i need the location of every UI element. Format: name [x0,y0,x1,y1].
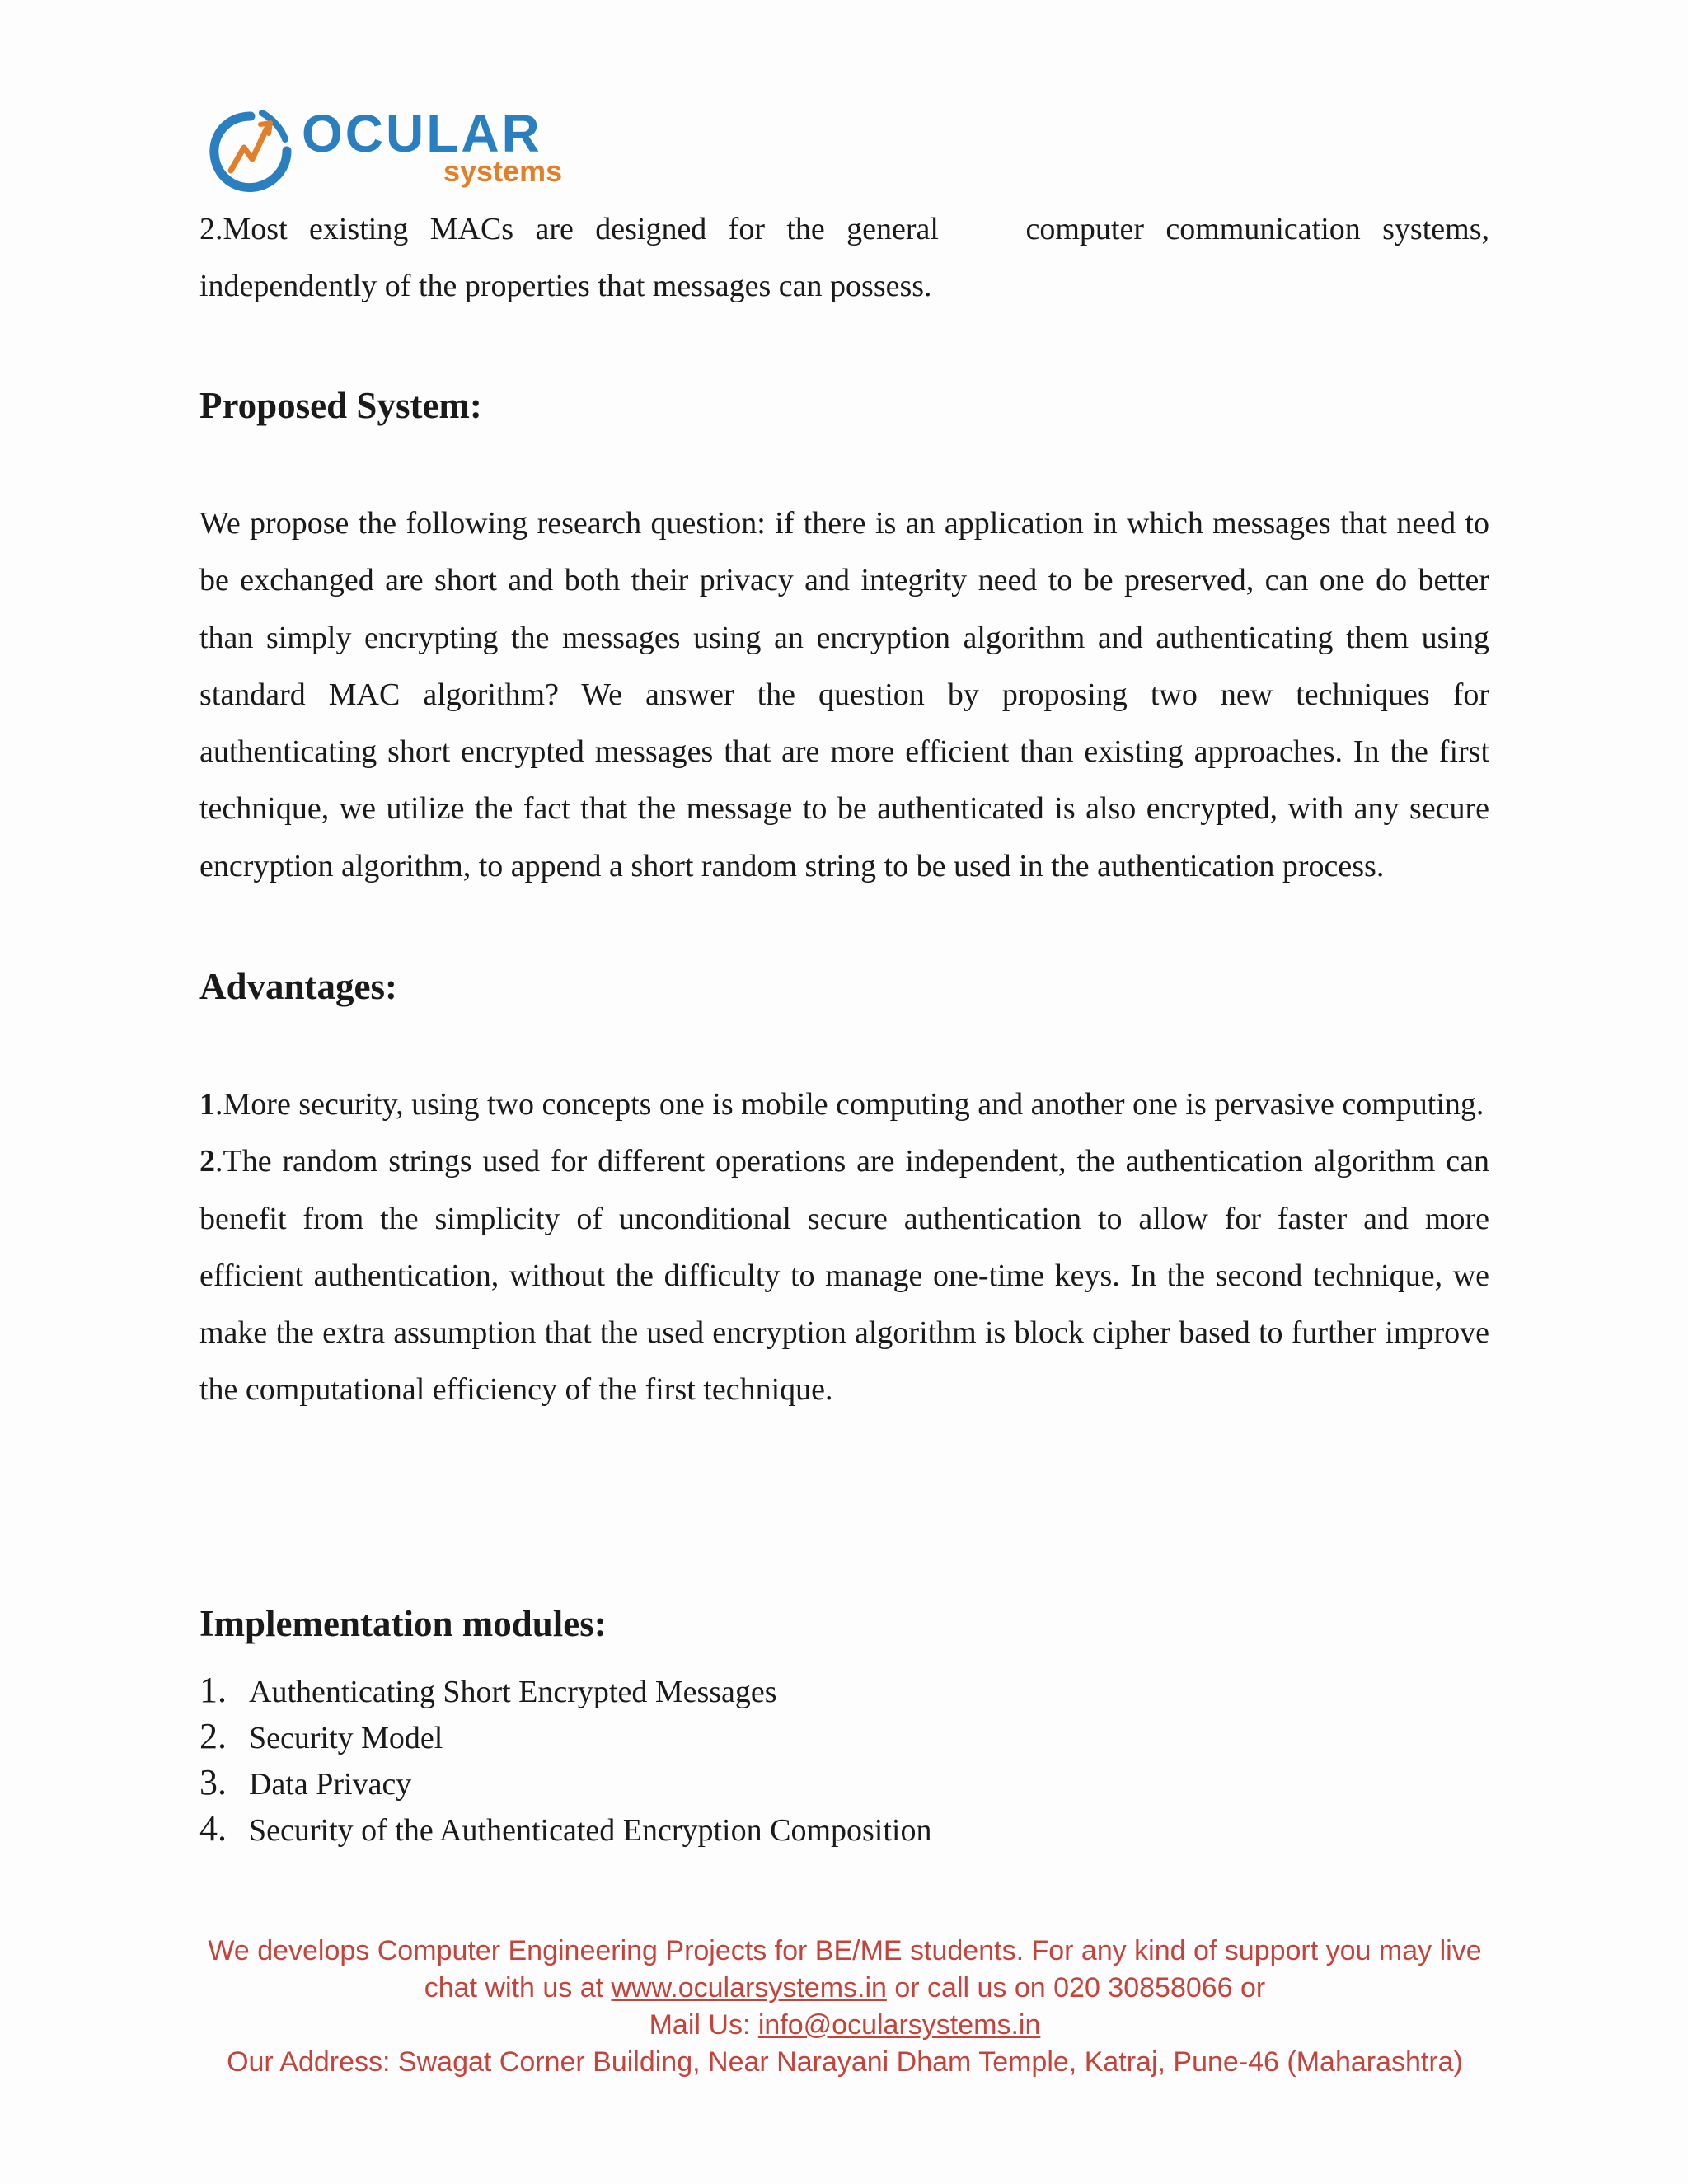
modules-heading-block [199,1599,1489,1648]
advantages-heading: Advantages: [199,966,398,1007]
page-footer [165,1933,1525,2081]
list-number: 4. [199,1808,227,1849]
ocular-systems-logo [204,103,567,202]
implementation-modules-heading: Implementation modules: [199,1603,607,1644]
advantage-text: .The random strings used for different operations are independent, the authentication algorithm can benefit from the simplicity of unconditional secure authentication to allow for faster and more efficient authentication, without the difficulty to manage one-time keys. In the second technique, we make the extra assumption that the used encryption algorithm is block cipher based to further improve the computational efficiency of the first technique. [199,1144,1489,1408]
advantage-number: 1 [199,1087,215,1122]
email-link[interactable]: info@ocularsystems.in [757,2009,1041,2041]
advantage-text: .More security, using two concepts one is mobile computing and another one is pervasive computing. [215,1087,1484,1122]
footer-call-text: or call us on 020 30858066 or [886,1972,1266,2004]
proposed-system-heading: Proposed System: [199,385,482,426]
proposed-system-paragraph: We propose the following research question: if there is an application in which messages that need to be exchanged are short and both their privacy and integrity need to be preserved, can one do better than simply encrypting the messages using an encryption algorithm and authenticating them using standard MAC algorithm? We answer the question by proposing two new techniques for authenticating short encrypted messages that are more efficient than existing approaches. In the first technique, we utilize the fact that the message to be authenticated is also encrypted, with any secure encryption algorithm, to append a short random string to be used in the authentication process. [199,506,1489,883]
footer-mail-label: Mail Us: [649,2009,758,2041]
list-text: Security Model [249,1721,443,1755]
proposed-system-heading-block [199,381,1489,430]
footer-line-3 [165,2007,1525,2044]
list-text: Data Privacy [249,1767,412,1802]
proposed-system-section [199,495,1489,895]
footer-address: Our Address: Swagat Corner Building, Near Narayani Dham Temple, Katraj, Pune-46 (Maharashtra) [227,2046,1463,2078]
list-item [199,1714,1489,1760]
advantages-heading-block [199,962,1489,1011]
list-item [199,1668,1489,1714]
logo-subtitle: systems [443,154,563,188]
logo-wordmark: OCULAR [302,104,542,163]
advantages-section [199,1076,1489,1419]
advantage-item-2 [199,1133,1489,1418]
advantage-number: 2 [199,1144,215,1179]
footer-chat-text: chat with us at [424,1972,612,2004]
footer-line-2 [165,1970,1525,2007]
list-number: 1. [199,1670,227,1710]
list-text: Security of the Authenticated Encryption Composition [249,1813,932,1848]
logo-swirl-icon [204,106,297,199]
modules-section [199,1668,1489,1853]
advantage-item-1 [199,1076,1489,1133]
intro-paragraph: 2.Most existing MACs are designed for the general computer communication systems, independently of the properties that messages can possess. [199,212,1498,304]
list-number: 2. [199,1716,227,1756]
list-item [199,1760,1489,1807]
list-item [199,1807,1489,1853]
list-number: 3. [199,1762,227,1802]
list-text: Authenticating Short Encrypted Messages [249,1675,777,1709]
modules-list [199,1668,1489,1853]
website-link[interactable]: www.ocularsystems.in [611,1972,887,2004]
intro-section [199,201,1498,316]
footer-line-1: We develops Computer Engineering Projects for BE/ME students. For any kind of support you may live [208,1935,1482,1966]
